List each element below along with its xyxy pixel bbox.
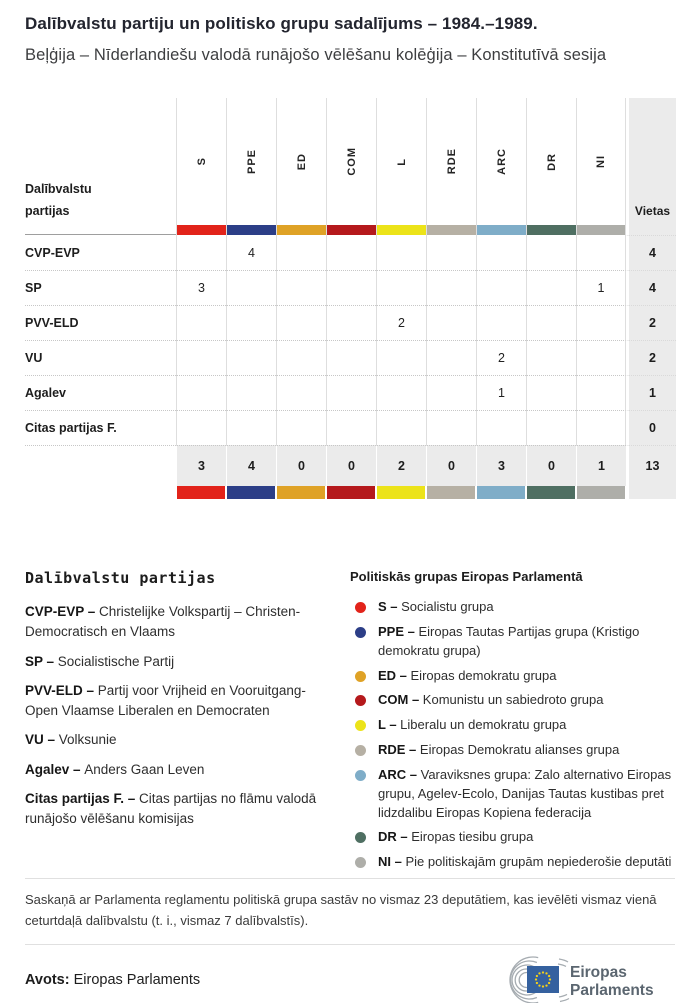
- group-legend-item: [350, 667, 675, 686]
- legend-color-dot-icon: [355, 770, 366, 781]
- row-label: VU: [25, 340, 176, 375]
- column-header-L: L: [376, 98, 426, 235]
- value-cell: [176, 340, 226, 375]
- seats-cell: 0: [626, 410, 676, 445]
- value-cell: [276, 235, 326, 270]
- seats-cell: 4: [626, 235, 676, 270]
- total-cell: 0: [426, 445, 476, 486]
- strip-spacer: [25, 486, 176, 499]
- source-value: Eiropas Parlaments: [73, 971, 201, 988]
- value-cell: 1: [476, 375, 526, 410]
- group-color-bar: [277, 225, 326, 235]
- value-cell: [226, 410, 276, 445]
- value-cell: [476, 235, 526, 270]
- total-cell: 3: [176, 445, 226, 486]
- value-cell: [426, 375, 476, 410]
- color-strip-segment: [576, 486, 626, 499]
- party-legend: [25, 569, 350, 878]
- value-cell: [376, 235, 426, 270]
- value-cell: [176, 410, 226, 445]
- value-cell: 3: [176, 270, 226, 305]
- value-cell: [176, 305, 226, 340]
- legend-color-dot-icon: [355, 720, 366, 731]
- value-cell: [426, 340, 476, 375]
- legend-color-dot-icon: [355, 671, 366, 682]
- logo-text-line2: Parlaments: [570, 981, 654, 999]
- value-cell: [576, 410, 626, 445]
- value-cell: [176, 235, 226, 270]
- party-legend-item: Agalev – Anders Gaan Leven: [25, 761, 205, 777]
- party-legend-item: SP – Socialistische Partij: [25, 653, 175, 669]
- color-strip-segment: [426, 486, 476, 499]
- table-corner-header: Dalībvalstu partijas: [25, 98, 176, 235]
- color-strip-segment: [176, 486, 226, 499]
- column-header-ED: ED: [276, 98, 326, 235]
- value-cell: [326, 340, 376, 375]
- group-legend-text: RDE – Eiropas Demokratu alianses grupa: [378, 742, 620, 758]
- value-cell: [326, 270, 376, 305]
- parliament-hemicycle-icon: [503, 953, 675, 1003]
- value-cell: [526, 375, 576, 410]
- value-cell: [226, 375, 276, 410]
- value-cell: [276, 340, 326, 375]
- source-line: [25, 972, 200, 988]
- value-cell: [526, 235, 576, 270]
- column-header-DR: DR: [526, 98, 576, 235]
- row-label: Agalev: [25, 375, 176, 410]
- group-legend-text: L – Liberalu un demokratu grupa: [378, 717, 567, 733]
- value-cell: [176, 375, 226, 410]
- color-strip-segment: [226, 486, 276, 499]
- group-legend-item: [350, 828, 675, 847]
- group-color-bar: [327, 225, 376, 235]
- seats-cell: 2: [626, 340, 676, 375]
- group-legend-item: [350, 691, 675, 710]
- group-legend-text: ED – Eiropas demokratu grupa: [378, 667, 557, 683]
- party-legend-item: CVP-EVP – Christelijke Volkspartij – Christen-Democratisch en Vlaams: [25, 604, 301, 640]
- group-legend-item: [350, 766, 675, 823]
- group-legend-text: S – Socialistu grupa: [378, 599, 494, 614]
- value-cell: [426, 305, 476, 340]
- page-subtitle: Beļģija – Nīderlandiešu valodā runājošo vēlēšanu kolēģija – Konstitutīvā sesija: [25, 46, 607, 64]
- group-legend-text: PPE – Eiropas Tautas Partijas grupa (Kristigo demokratu grupa): [378, 623, 640, 658]
- color-strip-segment: [476, 486, 526, 499]
- party-legend-item: Citas partijas F. – Citas partijas no flāmu valodā runājošo vēlēšanu komisijas: [25, 790, 317, 826]
- value-cell: [426, 410, 476, 445]
- eu-flag: [527, 966, 559, 993]
- group-legend-item: [350, 623, 675, 661]
- total-cell: 4: [226, 445, 276, 486]
- european-parliament-logo: [503, 953, 675, 1003]
- value-cell: [276, 375, 326, 410]
- legend-color-dot-icon: [355, 602, 366, 613]
- column-header-ARC: ARC: [476, 98, 526, 235]
- value-cell: [326, 375, 376, 410]
- seats-total-cell: 13: [626, 445, 676, 486]
- legend-color-dot-icon: [355, 695, 366, 706]
- value-cell: [476, 305, 526, 340]
- value-cell: [276, 270, 326, 305]
- seats-strip-spacer: [626, 486, 676, 499]
- party-legend-item: PVV-ELD – Partij voor Vrijheid en Vooruitgang-Open Vlaamse Liberalen en Democraten: [25, 682, 306, 718]
- group-color-bar: [477, 225, 526, 235]
- value-cell: [576, 340, 626, 375]
- column-header-PPE: PPE: [226, 98, 276, 235]
- row-label: PVV-ELD: [25, 305, 176, 340]
- group-legend-item: [350, 741, 675, 760]
- group-legend-text: ARC – Varaviksnes grupa: Zalo alternativo Eiropas grupu, Agelev-Ecolo, Danijas Tautas kustibas pret lidzdalibu Eiropas Kopiena federacija: [378, 766, 672, 820]
- seats-cell: 4: [626, 270, 676, 305]
- value-cell: [326, 305, 376, 340]
- seats-column-header: Vietas: [626, 98, 676, 235]
- value-cell: [576, 375, 626, 410]
- total-cell: 0: [276, 445, 326, 486]
- group-legend-text: COM – Komunistu un sabiedroto grupa: [378, 692, 604, 708]
- seats-table: [25, 98, 675, 499]
- value-cell: [276, 305, 326, 340]
- total-cell: 3: [476, 445, 526, 486]
- value-cell: [526, 410, 576, 445]
- legend-color-dot-icon: [355, 832, 366, 843]
- group-legend-item: [350, 853, 675, 872]
- group-legend-items: [350, 598, 675, 872]
- divider-bottom: [25, 944, 675, 945]
- value-cell: [526, 270, 576, 305]
- total-cell: 0: [326, 445, 376, 486]
- group-color-bar: [377, 225, 426, 235]
- row-label: SP: [25, 270, 176, 305]
- group-color-bar: [527, 225, 576, 235]
- legends-section: [25, 569, 675, 878]
- value-cell: [576, 305, 626, 340]
- column-header-NI: NI: [576, 98, 626, 235]
- value-cell: [226, 305, 276, 340]
- color-strip-segment: [326, 486, 376, 499]
- party-legend-heading: Dalībvalstu partijas: [25, 569, 216, 587]
- total-cell: 1: [576, 445, 626, 486]
- value-cell: [226, 340, 276, 375]
- value-cell: [326, 410, 376, 445]
- totals-row-label: [25, 445, 176, 486]
- total-cell: 0: [526, 445, 576, 486]
- total-cell: 2: [376, 445, 426, 486]
- row-label: CVP-EVP: [25, 245, 80, 260]
- page-title: Dalībvalstu partiju un politisko grupu sadalījums – 1984.–1989.: [25, 14, 538, 33]
- row-label: Citas partijas F.: [25, 410, 176, 445]
- value-cell: [326, 235, 376, 270]
- footnote-text: Saskaņā ar Parlamenta reglamentu politiskā grupa sastāv no vismaz 23 deputātiem, kas ievēlēti vismaz vienā ceturtdaļā dalībvalstu (t. i., vismaz 7 dalībvalstīs).: [25, 892, 657, 928]
- group-color-bar: [427, 225, 476, 235]
- party-legend-items: [25, 602, 350, 829]
- party-legend-item: VU – Volksunie: [25, 732, 117, 748]
- value-cell: 1: [576, 270, 626, 305]
- value-cell: [426, 270, 476, 305]
- value-cell: 2: [376, 305, 426, 340]
- value-cell: [376, 340, 426, 375]
- group-legend-item: [350, 598, 675, 617]
- seats-cell: 2: [626, 305, 676, 340]
- seats-cell: 1: [626, 375, 676, 410]
- value-cell: [376, 270, 426, 305]
- group-legend-text: DR – Eiropas tiesibu grupa: [378, 829, 534, 845]
- column-header-COM: COM: [326, 98, 376, 235]
- value-cell: 2: [476, 340, 526, 375]
- logo-text-line1: Eiropas: [570, 963, 627, 981]
- value-cell: [376, 410, 426, 445]
- group-legend-text: NI – Pie politiskajām grupām nepiederošie deputāti: [378, 854, 672, 870]
- color-strip-segment: [526, 486, 576, 499]
- divider-top: [25, 878, 675, 879]
- color-strip-segment: [376, 486, 426, 499]
- legend-color-dot-icon: [355, 745, 366, 756]
- column-header-S: S: [176, 98, 226, 235]
- value-cell: [476, 270, 526, 305]
- source-label: Avots:: [25, 971, 70, 988]
- value-cell: [526, 305, 576, 340]
- legend-color-dot-icon: [355, 627, 366, 638]
- value-cell: [226, 270, 276, 305]
- column-header-RDE: RDE: [426, 98, 476, 235]
- color-strip-segment: [276, 486, 326, 499]
- group-color-bar: [177, 225, 226, 235]
- value-cell: [276, 410, 326, 445]
- value-cell: 4: [226, 235, 276, 270]
- value-cell: [426, 235, 476, 270]
- group-legend-item: [350, 716, 675, 735]
- value-cell: [476, 410, 526, 445]
- value-cell: [376, 375, 426, 410]
- group-legend: [350, 569, 675, 878]
- group-color-bar: [227, 225, 276, 235]
- footer-section: [25, 878, 675, 1003]
- value-cell: [526, 340, 576, 375]
- group-color-bar: [577, 225, 625, 235]
- legend-color-dot-icon: [355, 857, 366, 868]
- group-legend-heading: Politiskās grupas Eiropas Parlamentā: [350, 569, 583, 584]
- value-cell: [576, 235, 626, 270]
